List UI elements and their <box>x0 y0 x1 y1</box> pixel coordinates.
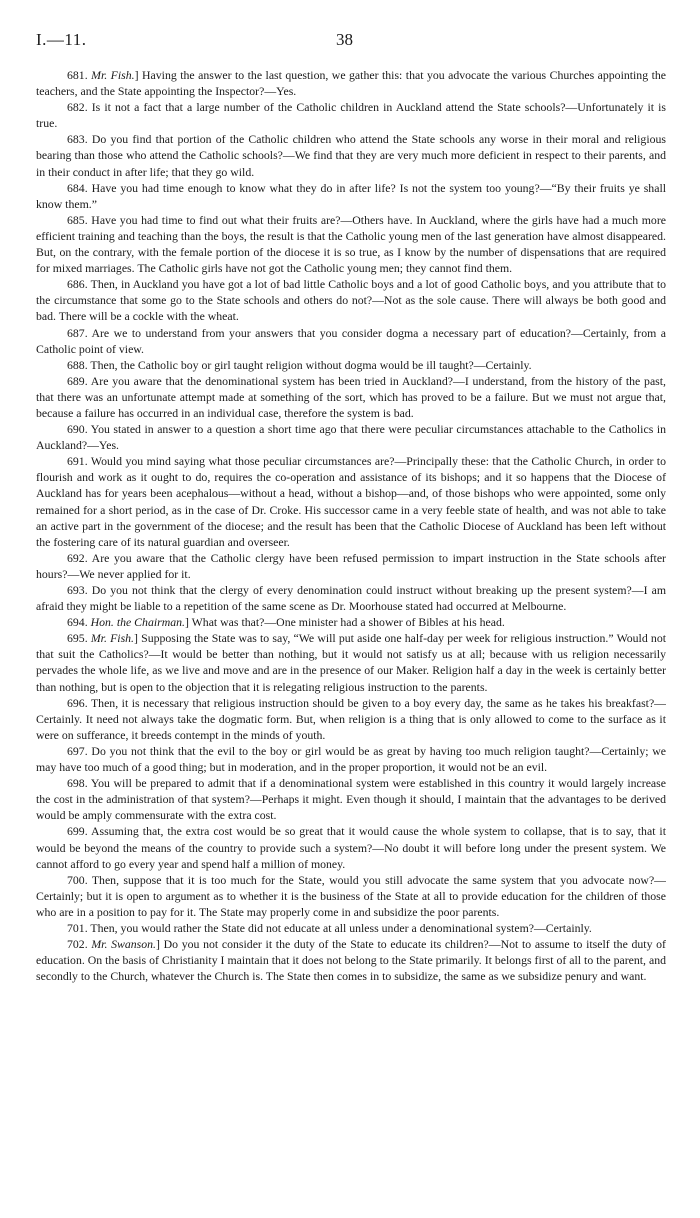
question-number: 693. <box>67 583 88 597</box>
paragraph-text: ] Supposing the State was to say, “We will put aside one half-day per week for religious instruction.” Would not that suit the Catholics?—It would be better than nothing, but it would not satisfy us at all; because with us religion necessarily pervades the whole life, as we live and move and are in the presence of our Maker. Religion half a day in the week is certainly better than nothing, but is open to the objection that it is relegating religious instruction to the parents. <box>36 631 666 694</box>
paragraph-text: Assuming that, the extra cost would be so great that it would cause the whole system to collapse, that is to say, that it would be beyond the means of the country to provide such a system?—No doubt it will before long under the present system. We cannot afford to go every year and spend half a million of money. <box>36 824 666 871</box>
paragraph-text: You will be prepared to admit that if a denominational system were established in this country it would largely increase the cost in the administration of that system?—Perhaps it might. Even though it should, I maintain that the advantages to be derived would be amply commensurate with the extra cost. <box>36 776 666 823</box>
question-paragraph <box>36 421 666 453</box>
question-number: 692. <box>67 550 88 565</box>
speaker-name: Mr. Fish. <box>91 68 135 82</box>
question-paragraph <box>36 743 666 775</box>
question-paragraph <box>36 453 666 550</box>
question-paragraph <box>36 373 666 421</box>
question-number: 686. <box>67 277 88 292</box>
question-paragraph <box>36 920 666 936</box>
question-paragraph <box>36 99 666 131</box>
evidence-transcript <box>36 67 666 984</box>
question-paragraph <box>36 67 666 99</box>
question-number: 684. <box>67 180 88 195</box>
paragraph-text: Are you aware that the Catholic clergy have been refused permission to impart instruction in the State schools after hours?—We never applied for it. <box>36 550 666 581</box>
question-number: 683. <box>67 132 88 147</box>
speaker-name: Hon. the Chairman. <box>90 615 185 630</box>
paragraph-text: Then, in Auckland you have got a lot of bad little Catholic boys and a lot of good Catholic boys, and you attribute that to the circumstance that some go to the State schools and others do not?—Not as the sole cause. There will always be both good and bad. There will be a cockle with the wheat. <box>36 277 666 324</box>
question-paragraph <box>36 823 666 871</box>
question-number: 696. <box>67 695 88 710</box>
question-paragraph <box>36 582 666 614</box>
paragraph-text: You stated in answer to a question a short time ago that there were peculiar circumstances attachable to the Catholics in Auckland?—Yes. <box>36 422 666 453</box>
question-paragraph <box>36 872 666 920</box>
question-paragraph <box>36 614 666 630</box>
question-number: 682. <box>67 100 88 115</box>
question-number: 695. <box>67 631 88 646</box>
page-header <box>36 30 664 54</box>
question-paragraph <box>36 180 666 212</box>
paragraph-text: Do you find that portion of the Catholic children who attend the State schools any worse in their moral and religious bearing than those who attend the Catholic schools?—We find that they are very much more deficient in respect to their parents, and in their conduct in after life; that they go wild. <box>36 132 666 179</box>
question-number: 701. <box>67 920 88 935</box>
question-number: 702. <box>67 937 88 952</box>
page-identifier: I.—11. <box>36 30 87 49</box>
paragraph-text: Do you not think that the clergy of every denomination could instruct without breaking up the present system?—I am afraid they might be liable to a repetition of the same scene as Dr. Moorhouse stated had occurred at Melbourne. <box>36 583 666 614</box>
question-number: 690. <box>67 422 88 437</box>
question-paragraph <box>36 550 666 582</box>
question-number: 687. <box>67 325 88 340</box>
question-number: 700. <box>67 872 88 887</box>
question-number: 685. <box>67 212 88 227</box>
paragraph-text: ] What was that?—One minister had a shower of Bibles at his head. <box>185 615 505 630</box>
question-paragraph <box>36 775 666 823</box>
page-number: 38 <box>336 30 353 49</box>
question-paragraph <box>36 276 666 324</box>
question-number: 699. <box>67 824 88 839</box>
question-number: 691. <box>67 454 88 469</box>
paragraph-text: Have you had time to find out what their fruits are?—Others have. In Auckland, where the girls have had a much more efficient training and teaching than the boys, the result is that the Catholic young men of the last generation have almost disappeared. But, on the contrary, with the female portion of the diocese it is so true, as I know by the number of dispensations that are required for mixed marriages. The Catholic girls have not got the Catholic young men; they cannot find them. <box>36 212 666 276</box>
question-paragraph <box>36 695 666 743</box>
question-paragraph <box>36 325 666 357</box>
paragraph-text: Is it not a fact that a large number of the Catholic children in Auckland attend the State schools?—Unfortunately it is true. <box>36 100 666 131</box>
paragraph-text: Are we to understand from your answers that you consider dogma a necessary part of education?—Certainly, from a Catholic point of view. <box>36 325 666 356</box>
question-paragraph <box>36 131 666 179</box>
paragraph-text: Then, suppose that it is too much for the State, would you still advocate the same system that you advocate now?—Certainly; but it is open to argument as to whether it is the business of the State at all to provide education for the children of those who are in a position to pay for it. The State may properly come in and subsidize the poor parents. <box>36 872 666 919</box>
paragraph-text: Do you not think that the evil to the boy or girl would be as great by having too much religion taught?—Certainly; we may have too much of a good thing; but in moderation, and in the proper proportion, it would not be an evil. <box>36 743 667 775</box>
question-number: 694. <box>67 615 88 630</box>
paragraph-text: Then, you would rather the State did not educate at all unless under a denominational system?—Certainly. <box>90 920 592 935</box>
question-paragraph <box>36 212 666 276</box>
paragraph-text: Then, it is necessary that religious instruction should be given to a boy every day, the same as he takes his breakfast?—Certainly. It need not always take the dogmatic form. But, when religion is a thing that is only allowed to come to the surface as it were on sufferance, it breeds contempt in the minds of youth. <box>36 695 666 742</box>
paragraph-text: ] Having the answer to the last question, we gather this: that you advocate the various Churches appointing the teachers, and the State appointing the Inspector?—Yes. <box>36 68 666 99</box>
question-number: 681. <box>67 68 88 82</box>
paragraph-text: Are you aware that the denominational system has been tried in Auckland?—I understand, from the history of the past, that there was an unfortunate attempt made at something of the sort, which has proved to be a failure. But we must not argue that, because a failure has occurred in an individual case, therefore the system is bad. <box>36 373 666 420</box>
speaker-name: Mr. Swanson. <box>91 937 157 952</box>
speaker-name: Mr. Fish. <box>90 631 135 646</box>
question-number: 688. <box>67 357 88 372</box>
paragraph-text: Then, the Catholic boy or girl taught religion without dogma would be ill taught?—Certainly. <box>90 357 532 372</box>
question-number: 698. <box>67 776 88 791</box>
question-paragraph <box>36 936 666 984</box>
question-number: 697. <box>67 743 88 758</box>
paragraph-text: Would you mind saying what those peculiar circumstances are?—Principally these: that the Catholic Church, in order to flourish and work as it ought to do, requires the co-operation and assistance of its bishops; and it so happens that the Diocese of Auckland has for years been acephalous—without a head, without a bishop—and, of those bishops who were appointed, some only remained for a short period, as in the case of Dr. Croke. His successor came in a very feeble state of health, and was not able to take an active part in the government of the diocese; and the result has been that the Catholic Diocese of Auckland has been left without the fostering care of its natural guardian and overseer. <box>36 454 666 549</box>
question-paragraph <box>36 357 666 373</box>
question-number: 689. <box>67 373 88 388</box>
question-paragraph <box>36 630 666 694</box>
paragraph-text: ] Do you not consider it the duty of the State to educate its children?—Not to assume to itself the duty of education. On the basis of Christianity I maintain that it does not belong to the State primarily. It belongs first of all to the parent, and secondly to the Church, whatever the Church is. The State then comes in to subsidize, the same as we subsidize penury and want. <box>36 937 666 984</box>
paragraph-text: Have you had time enough to know what they do in after life? Is not the system too young?—“By their fruits ye shall know them.” <box>36 180 666 211</box>
